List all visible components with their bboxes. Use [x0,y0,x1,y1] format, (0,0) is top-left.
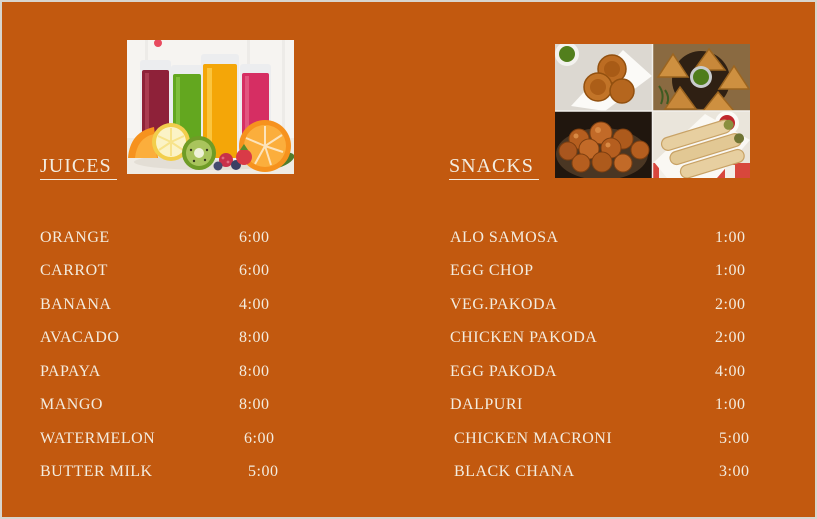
item-name: EGG PAKODA [450,362,558,380]
menu-row [450,363,755,381]
item-name: CHICKEN PAKODA [450,329,598,347]
menu-row [40,329,278,347]
item-price: 6:00 [239,262,270,280]
snacks-menu-list [450,221,755,489]
menu-row [40,463,278,481]
item-name: BUTTER MILK [40,463,153,481]
item-price: 4:00 [715,362,746,380]
menu-row [450,262,755,280]
item-name: WATERMELON [40,429,156,447]
item-name: ORANGE [40,228,110,246]
item-price: 2:00 [715,295,746,313]
item-name: CHICKEN MACRONI [454,429,613,447]
item-price: 6:00 [244,429,275,447]
item-name: DALPURI [450,396,523,414]
menu-row [450,463,755,481]
menu-row [450,430,755,448]
item-price: 1:00 [715,228,746,246]
item-price: 8:00 [239,329,270,347]
item-name: BANANA [40,295,112,313]
item-price: 5:00 [719,429,750,447]
menu-row [40,363,278,381]
juices-heading: JUICES [40,155,117,180]
item-name: MANGO [40,396,103,414]
menu-row [450,396,755,414]
menu-row [40,296,278,314]
item-price: 5:00 [248,463,279,481]
menu-row [450,296,755,314]
item-price: 8:00 [239,396,270,414]
juices-menu-list [40,221,279,489]
item-price: 3:00 [719,463,750,481]
item-price: 4:00 [239,295,270,313]
item-name: CARROT [40,262,108,280]
item-name: VEG.PAKODA [450,295,558,313]
menu-row [40,229,278,247]
item-name: PAPAYA [40,362,101,380]
menu-row [40,396,278,414]
item-price: 6:00 [239,228,270,246]
item-price: 1:00 [715,262,746,280]
juice-glasses-photo [127,40,294,174]
menu-row [40,430,278,448]
item-name: AVACADO [40,329,120,347]
item-name: ALO SAMOSA [450,228,559,246]
menu-row [40,262,278,280]
item-name: EGG CHOP [450,262,534,280]
item-price: 1:00 [715,396,746,414]
snacks-heading: SNACKS [449,155,539,180]
item-price: 2:00 [715,329,746,347]
snacks-collage-photo [555,44,750,178]
item-price: 8:00 [239,362,270,380]
item-name: BLACK CHANA [454,463,575,481]
menu-row [450,329,755,347]
menu-row [450,229,755,247]
